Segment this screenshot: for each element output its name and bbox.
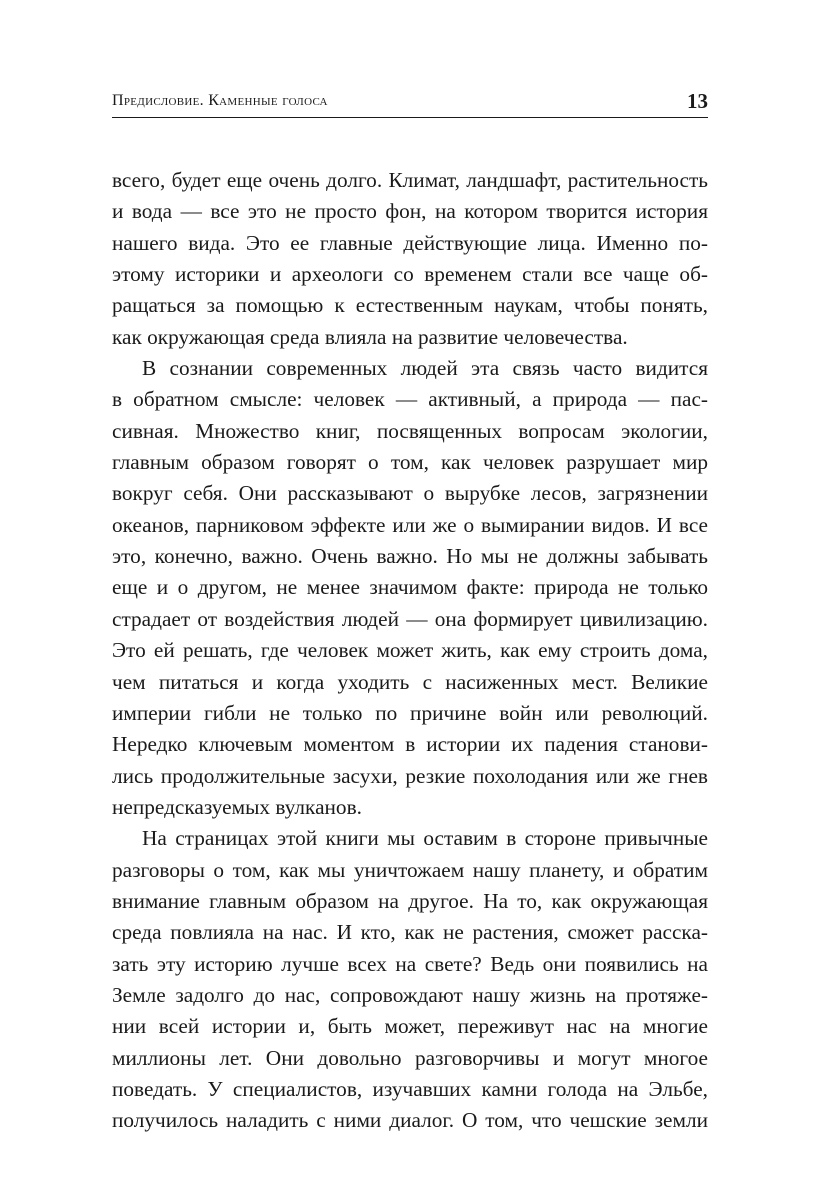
text-line: зать эту историю лучше всех на свете? Ведь они появились на: [112, 951, 708, 976]
text-line: На страницах этой книги мы оставим в стороне привычные: [142, 826, 708, 851]
text-line: непредсказуемых вулканов.: [112, 794, 362, 819]
text-line: лись продолжительные засухи, резкие похолодания или же гнев: [112, 763, 708, 788]
text-line: разговоры о том, как мы уничтожаем нашу планету, и обратим: [112, 857, 708, 882]
text-line: миллионы лет. Они довольно разговорчивы и могут многое: [112, 1045, 708, 1070]
paragraph: [112, 823, 708, 1136]
text-line: еще и о другом, не менее значимом факте: природа не только: [112, 575, 708, 600]
text-line: это, конечно, важно. Очень важно. Но мы не должны забывать: [112, 544, 708, 569]
text-line: поведать. У специалистов, изучавших камни голода на Эльбе,: [112, 1076, 708, 1101]
text-line: империи гибли не только по причине войн или революций.: [112, 700, 708, 725]
text-line: всего, будет еще очень долго. Климат, ландшафт, растительность: [112, 168, 708, 192]
page-number: 13: [687, 89, 708, 113]
paragraph: [112, 165, 708, 353]
body-text: [112, 165, 708, 1137]
text-line: нии всей истории и, быть может, переживут нас на многие: [112, 1014, 708, 1039]
text-line: главным образом говорят о том, как человек разрушает мир: [112, 450, 708, 475]
text-line: и вода — все это не просто фон, на котором творится история: [112, 199, 708, 224]
text-line: Земле задолго до нас, сопровождают нашу жизнь на протяже-: [112, 982, 708, 1007]
text-line: этому историки и археологи со временем стали все чаще об-: [112, 262, 708, 287]
text-line: страдает от воздействия людей — она формирует цивилизацию.: [112, 606, 708, 631]
text-line: Нередко ключевым моментом в истории их падения станови-: [112, 732, 708, 757]
text-line: среда повлияла на нас. И кто, как не растения, сможет расска-: [112, 920, 708, 945]
running-header: [112, 89, 708, 118]
text-line: Это ей решать, где человек может жить, как ему строить дома,: [112, 638, 708, 663]
text-line: в обратном смысле: человек — активный, а природа — пас-: [112, 387, 708, 412]
text-line: океанов, парниковом эффекте или же о вымирании видов. И все: [112, 512, 708, 537]
text-line: В сознании современных людей эта связь часто видится: [142, 356, 708, 381]
running-title: Предисловие. Каменные голоса: [112, 92, 328, 109]
text-line: вокруг себя. Они рассказывают о вырубке лесов, загрязнении: [112, 481, 708, 506]
text-line: как окружающая среда влияла на развитие человечества.: [112, 324, 628, 349]
text-line: получилось наладить с ними диалог. О том, что чешские земли: [112, 1108, 708, 1133]
paragraph: [112, 353, 708, 823]
text-line: ращаться за помощью к естественным наукам, чтобы понять,: [112, 293, 708, 318]
text-line: нашего вида. Это ее главные действующие лица. Именно по-: [112, 230, 708, 255]
text-line: чем питаться и когда уходить с насиженных мест. Великие: [112, 669, 708, 694]
text-line: внимание главным образом на другое. На то, как окружающая: [112, 888, 708, 913]
text-line: сивная. Множество книг, посвященных вопросам экологии,: [112, 418, 708, 443]
